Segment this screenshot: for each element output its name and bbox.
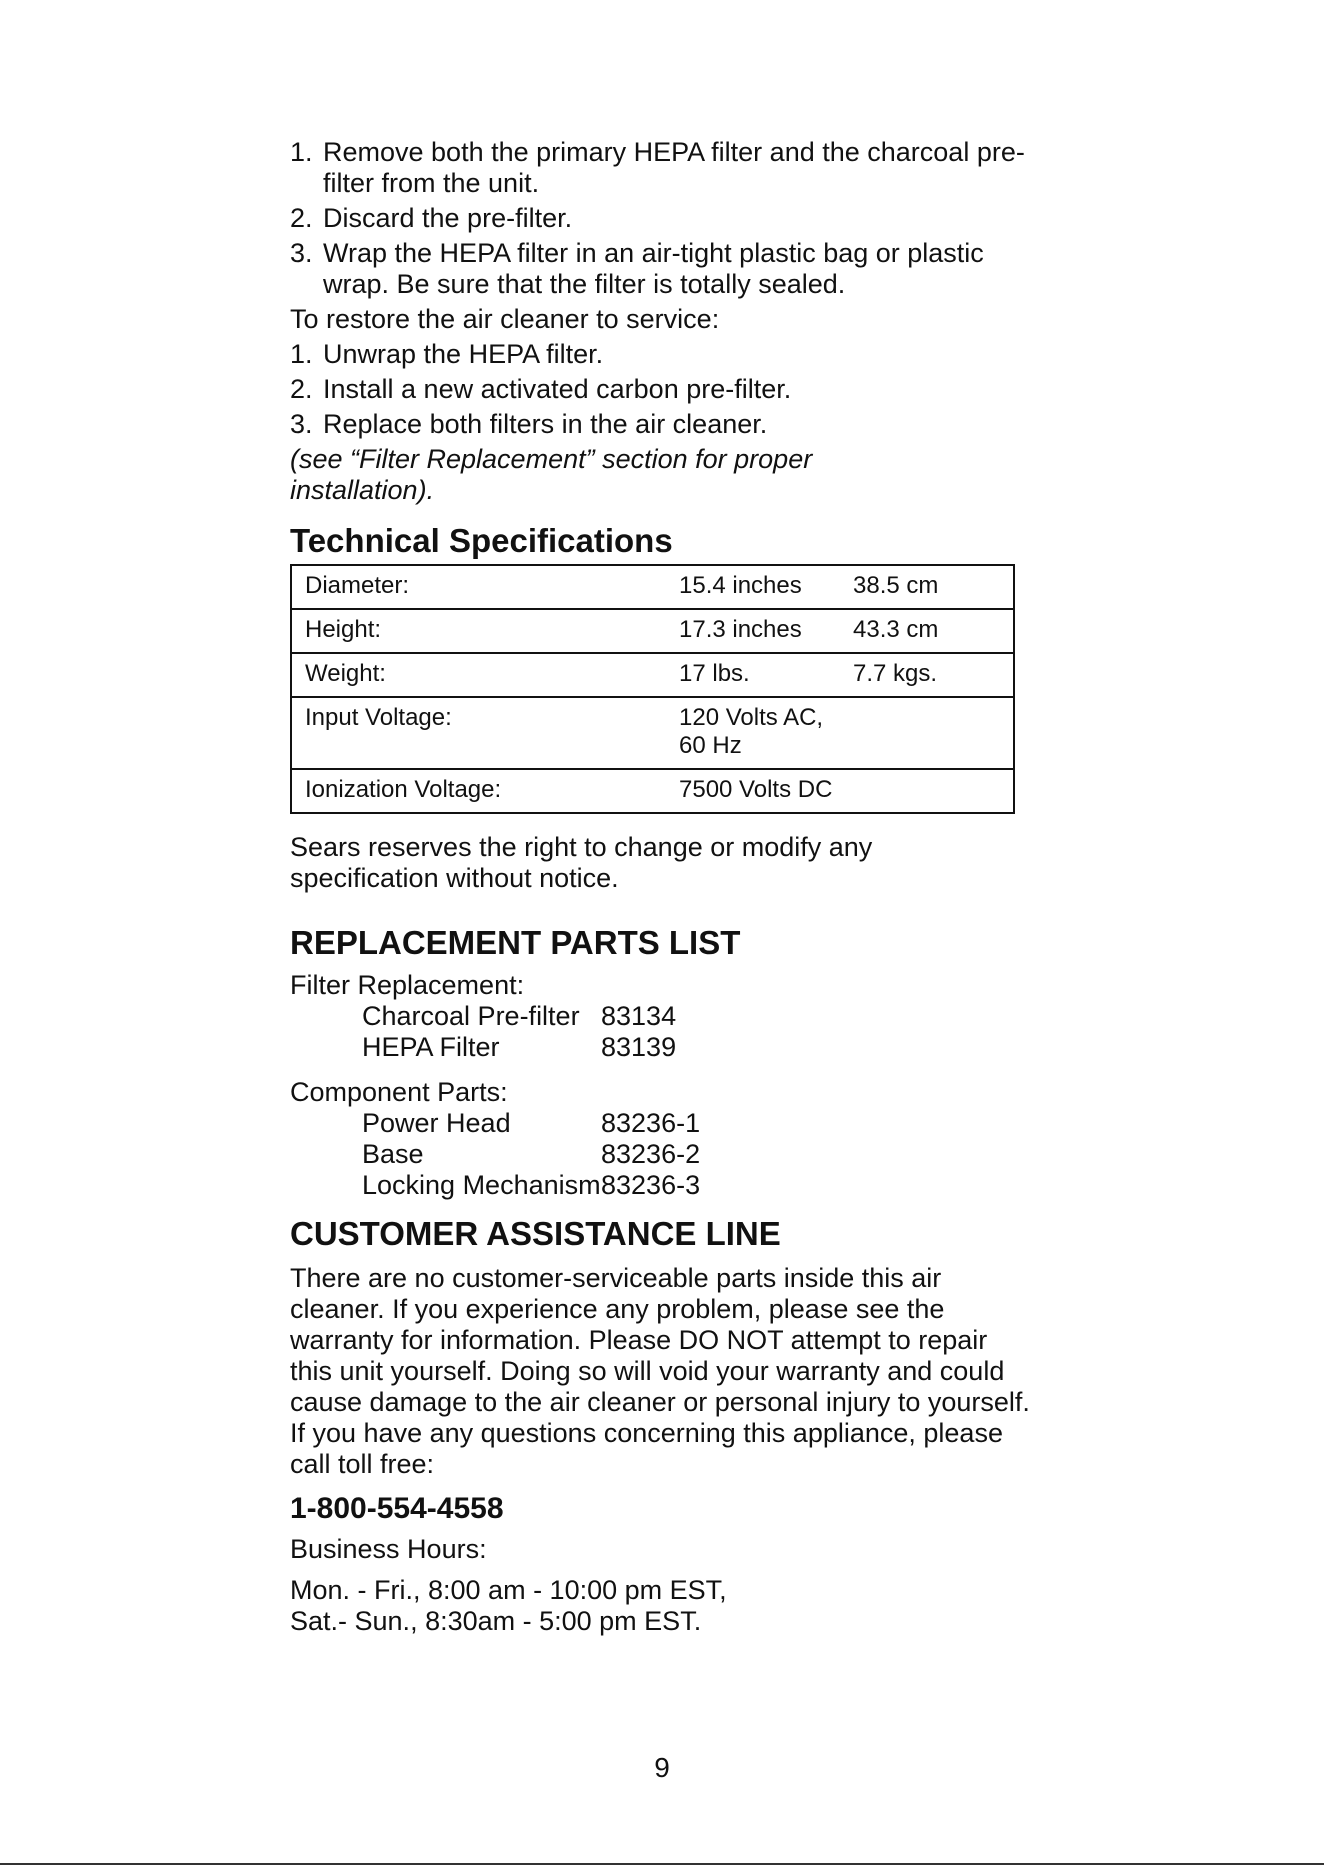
business-hours-weekend: Sat.- Sun., 8:30am - 5:00 pm EST. <box>290 1606 702 1636</box>
parts-group-title: Component Parts: <box>290 1077 508 1107</box>
restore-note: (see “Filter Replacement” section for proper installation). <box>290 444 813 505</box>
restore-intro: To restore the air cleaner to service: <box>290 304 720 334</box>
table-row <box>291 565 1014 609</box>
manual-page <box>290 137 1050 1637</box>
parts-list-heading: REPLACEMENT PARTS LIST <box>290 924 741 961</box>
spec-metric <box>853 697 1014 769</box>
list-item <box>290 1139 1050 1170</box>
step-text: Replace both filters in the air cleaner. <box>323 409 768 439</box>
spec-label: Input Voltage: <box>291 697 679 769</box>
list-item <box>290 339 1050 370</box>
part-number: 83236-1 <box>601 1108 701 1138</box>
list-item <box>290 1108 1050 1139</box>
business-hours-label: Business Hours: <box>290 1534 487 1564</box>
bottom-border <box>0 1863 1324 1865</box>
part-number: 83236-2 <box>601 1139 701 1169</box>
table-row <box>291 609 1014 653</box>
spec-label: Weight: <box>291 653 679 697</box>
table-row <box>291 697 1014 769</box>
business-hours-weekday: Mon. - Fri., 8:00 am - 10:00 pm EST, <box>290 1575 727 1605</box>
list-item <box>290 1032 1050 1063</box>
part-number: 83139 <box>601 1032 677 1062</box>
specs-table <box>290 564 1015 814</box>
parts-group <box>290 1077 1050 1201</box>
spec-label: Diameter: <box>291 565 679 609</box>
part-name: Power Head <box>362 1108 511 1138</box>
specs-disclaimer: Sears reserves the right to change or modify any specification without notice. <box>290 832 873 893</box>
spec-metric: 7.7 kgs. <box>853 653 1014 697</box>
step-text: Install a new activated carbon pre-filter. <box>323 374 792 404</box>
step-text: Wrap the HEPA filter in an air-tight plastic bag or plastic wrap. Be sure that the filter is totally sealed. <box>323 238 984 299</box>
spec-imperial: 17.3 inches <box>679 609 853 653</box>
list-item <box>290 1170 1050 1201</box>
step-text: Unwrap the HEPA filter. <box>323 339 604 369</box>
restore-steps <box>290 339 1050 440</box>
step-number: 3. <box>290 409 313 439</box>
table-row <box>291 653 1014 697</box>
customer-assistance-heading: CUSTOMER ASSISTANCE LINE <box>290 1215 781 1252</box>
step-text: Remove both the primary HEPA filter and the charcoal pre-filter from the unit. <box>323 137 1025 198</box>
spec-imperial: 17 lbs. <box>679 653 853 697</box>
part-number: 83134 <box>601 1001 677 1031</box>
spec-label: Height: <box>291 609 679 653</box>
step-number: 1. <box>290 339 313 369</box>
parts-group <box>290 970 1050 1063</box>
step-number: 1. <box>290 137 313 167</box>
list-item <box>290 1001 1050 1032</box>
step-number: 2. <box>290 374 313 404</box>
spec-imperial: 7500 Volts DC <box>679 769 853 813</box>
spec-metric <box>853 769 1014 813</box>
part-name: HEPA Filter <box>362 1032 500 1062</box>
table-row <box>291 769 1014 813</box>
part-name: Base <box>362 1139 424 1169</box>
list-item <box>290 203 1050 234</box>
part-name: Locking Mechanism <box>362 1170 601 1200</box>
spec-metric: 43.3 cm <box>853 609 1014 653</box>
customer-assistance-body: There are no customer-serviceable parts inside this air cleaner. If you experience any problem, please see the warranty for information. Please DO NOT attempt to repair this unit yourself. Doing so will void your warranty and could cause damage to the air cleaner or personal injury to yourself. If you have any questions concerning this appliance, please call toll free: <box>290 1263 1030 1479</box>
spec-imperial: 120 Volts AC, 60 Hz <box>679 697 853 769</box>
list-item <box>290 238 1050 300</box>
parts-group-title: Filter Replacement: <box>290 970 525 1000</box>
page-number: 9 <box>654 1752 670 1783</box>
step-number: 3. <box>290 238 313 268</box>
list-item <box>290 409 1050 440</box>
spec-metric: 38.5 cm <box>853 565 1014 609</box>
part-name: Charcoal Pre-filter <box>362 1001 580 1031</box>
part-number: 83236-3 <box>601 1170 701 1200</box>
step-text: Discard the pre-filter. <box>323 203 573 233</box>
tech-specs-heading: Technical Specifications <box>290 522 673 559</box>
list-item <box>290 137 1050 199</box>
spec-label: Ionization Voltage: <box>291 769 679 813</box>
list-item <box>290 374 1050 405</box>
storage-steps <box>290 137 1050 300</box>
toll-free-phone: 1-800-554-4558 <box>290 1492 504 1525</box>
spec-imperial: 15.4 inches <box>679 565 853 609</box>
step-number: 2. <box>290 203 313 233</box>
